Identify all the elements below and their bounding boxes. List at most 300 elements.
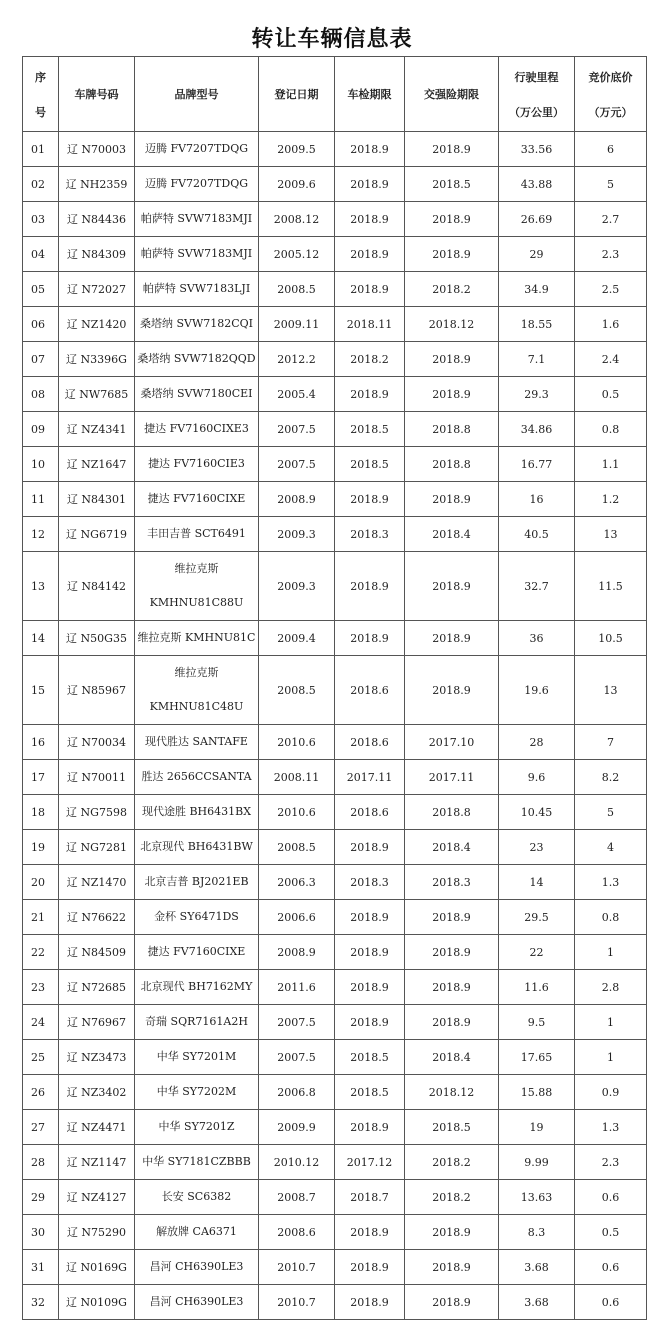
cell-model-line: 现代胜达 SANTAFE — [145, 735, 248, 748]
cell-seq: 29 — [23, 1180, 59, 1215]
table-row — [23, 517, 647, 552]
cell-mileage: 43.88 — [499, 167, 575, 202]
cell-seq: 06 — [23, 307, 59, 342]
cell-reg-date: 2008.5 — [259, 272, 335, 307]
cell-insurance: 2018.12 — [405, 1075, 499, 1110]
cell-price: 6 — [575, 132, 647, 167]
cell-mileage: 16 — [499, 482, 575, 517]
cell-seq: 02 — [23, 167, 59, 202]
cell-model — [135, 517, 259, 552]
cell-insurance: 2017.11 — [405, 760, 499, 795]
cell-model — [135, 202, 259, 237]
cell-insurance: 2017.10 — [405, 725, 499, 760]
cell-inspection: 2018.6 — [335, 725, 405, 760]
table-row — [23, 1145, 647, 1180]
cell-inspection: 2018.5 — [335, 1075, 405, 1110]
cell-seq: 13 — [23, 552, 59, 621]
cell-price: 0.6 — [575, 1250, 647, 1285]
cell-price: 2.5 — [575, 272, 647, 307]
cell-mileage: 19.6 — [499, 656, 575, 725]
cell-price: 0.8 — [575, 412, 647, 447]
page-title: 转让车辆信息表 — [251, 27, 413, 52]
table-row — [23, 760, 647, 795]
cell-mileage: 3.68 — [499, 1250, 575, 1285]
cell-insurance: 2018.4 — [405, 1040, 499, 1075]
cell-model-line: 丰田吉普 SCT6491 — [147, 527, 246, 540]
cell-insurance: 2018.9 — [405, 656, 499, 725]
cell-model-line: 捷达 FV7160CIXE3 — [144, 422, 249, 435]
cell-seq: 09 — [23, 412, 59, 447]
cell-price: 11.5 — [575, 552, 647, 621]
cell-reg-date: 2010.7 — [259, 1250, 335, 1285]
cell-seq: 05 — [23, 272, 59, 307]
cell-mileage: 34.9 — [499, 272, 575, 307]
cell-price: 5 — [575, 167, 647, 202]
cell-model-line: 长安 SC6382 — [161, 1190, 232, 1203]
cell-plate: 辽 NZ1147 — [59, 1145, 135, 1180]
header-model: 品牌型号 — [135, 57, 259, 132]
table-row — [23, 482, 647, 517]
cell-model — [135, 1075, 259, 1110]
cell-model-line: 桑塔纳 SVW7180CEI — [140, 387, 253, 400]
cell-insurance: 2018.9 — [405, 935, 499, 970]
cell-seq: 22 — [23, 935, 59, 970]
cell-seq: 18 — [23, 795, 59, 830]
cell-mileage: 11.6 — [499, 970, 575, 1005]
cell-reg-date: 2006.3 — [259, 865, 335, 900]
cell-model-line: KMHNU81C88U — [149, 596, 244, 609]
header-inspection: 车检期限 — [335, 57, 405, 132]
cell-reg-date: 2005.12 — [259, 237, 335, 272]
cell-model-line: KMHNU81C48U — [149, 700, 244, 713]
cell-insurance: 2018.8 — [405, 412, 499, 447]
cell-reg-date: 2010.6 — [259, 725, 335, 760]
cell-plate: 辽 N3396G — [59, 342, 135, 377]
header-mileage-line1: 行驶里程 — [514, 70, 559, 84]
cell-inspection: 2018.9 — [335, 621, 405, 656]
table-row — [23, 1075, 647, 1110]
cell-insurance: 2018.9 — [405, 621, 499, 656]
cell-reg-date: 2010.7 — [259, 1285, 335, 1320]
cell-plate: 辽 NZ4341 — [59, 412, 135, 447]
cell-model — [135, 865, 259, 900]
cell-mileage: 29.5 — [499, 900, 575, 935]
cell-inspection: 2018.9 — [335, 552, 405, 621]
cell-price: 0.6 — [575, 1285, 647, 1320]
cell-insurance: 2018.9 — [405, 342, 499, 377]
cell-model — [135, 132, 259, 167]
cell-price: 10.5 — [575, 621, 647, 656]
header-plate: 车牌号码 — [59, 57, 135, 132]
header-seq-line1: 序 — [35, 70, 46, 84]
cell-inspection: 2018.9 — [335, 482, 405, 517]
cell-price: 0.6 — [575, 1180, 647, 1215]
cell-mileage: 8.3 — [499, 1215, 575, 1250]
cell-insurance: 2018.2 — [405, 272, 499, 307]
header-price-line1: 竞价底价 — [588, 70, 633, 84]
cell-reg-date: 2008.11 — [259, 760, 335, 795]
cell-seq: 12 — [23, 517, 59, 552]
cell-inspection: 2017.11 — [335, 760, 405, 795]
cell-plate: 辽 N70034 — [59, 725, 135, 760]
cell-inspection: 2018.9 — [335, 237, 405, 272]
cell-price: 2.3 — [575, 1145, 647, 1180]
cell-model-line: 迈腾 FV7207TDQG — [144, 142, 249, 155]
cell-price: 8.2 — [575, 760, 647, 795]
cell-plate: 辽 NZ1647 — [59, 447, 135, 482]
cell-insurance: 2018.9 — [405, 970, 499, 1005]
cell-inspection: 2018.11 — [335, 307, 405, 342]
cell-price: 5 — [575, 795, 647, 830]
cell-reg-date: 2008.9 — [259, 935, 335, 970]
cell-seq: 25 — [23, 1040, 59, 1075]
cell-price: 1.2 — [575, 482, 647, 517]
cell-plate: 辽 N0109G — [59, 1285, 135, 1320]
cell-plate: 辽 NZ3402 — [59, 1075, 135, 1110]
cell-inspection: 2018.9 — [335, 935, 405, 970]
cell-plate: 辽 N0169G — [59, 1250, 135, 1285]
cell-seq: 24 — [23, 1005, 59, 1040]
cell-model — [135, 272, 259, 307]
cell-inspection: 2018.5 — [335, 447, 405, 482]
cell-price: 7 — [575, 725, 647, 760]
table-row — [23, 1005, 647, 1040]
cell-plate: 辽 NZ1420 — [59, 307, 135, 342]
cell-price: 1.3 — [575, 865, 647, 900]
cell-inspection: 2018.6 — [335, 656, 405, 725]
cell-insurance: 2018.8 — [405, 795, 499, 830]
cell-mileage: 3.68 — [499, 1285, 575, 1320]
cell-insurance: 2018.9 — [405, 1250, 499, 1285]
cell-inspection: 2018.9 — [335, 1110, 405, 1145]
cell-price: 1.6 — [575, 307, 647, 342]
cell-inspection: 2018.9 — [335, 132, 405, 167]
cell-reg-date: 2008.5 — [259, 830, 335, 865]
cell-seq: 21 — [23, 900, 59, 935]
cell-mileage: 18.55 — [499, 307, 575, 342]
cell-seq: 03 — [23, 202, 59, 237]
cell-seq: 17 — [23, 760, 59, 795]
cell-model — [135, 167, 259, 202]
cell-plate: 辽 N70011 — [59, 760, 135, 795]
cell-mileage: 14 — [499, 865, 575, 900]
table-row — [23, 900, 647, 935]
cell-plate: 辽 NZ3473 — [59, 1040, 135, 1075]
cell-inspection: 2018.3 — [335, 517, 405, 552]
cell-model-line: 迈腾 FV7207TDQG — [144, 177, 249, 190]
cell-insurance: 2018.9 — [405, 377, 499, 412]
cell-model — [135, 1005, 259, 1040]
cell-model — [135, 1110, 259, 1145]
cell-inspection: 2018.9 — [335, 1250, 405, 1285]
cell-inspection: 2018.9 — [335, 1005, 405, 1040]
vehicle-table — [22, 56, 647, 1320]
cell-reg-date: 2008.5 — [259, 656, 335, 725]
cell-mileage: 17.65 — [499, 1040, 575, 1075]
cell-model — [135, 552, 259, 621]
table-row — [23, 237, 647, 272]
cell-insurance: 2018.5 — [405, 1110, 499, 1145]
cell-insurance: 2018.9 — [405, 900, 499, 935]
cell-price: 1 — [575, 935, 647, 970]
cell-seq: 01 — [23, 132, 59, 167]
cell-price: 0.5 — [575, 1215, 647, 1250]
cell-mileage: 26.69 — [499, 202, 575, 237]
table-row — [23, 935, 647, 970]
cell-price: 2.8 — [575, 970, 647, 1005]
cell-model — [135, 900, 259, 935]
cell-reg-date: 2009.9 — [259, 1110, 335, 1145]
cell-seq: 16 — [23, 725, 59, 760]
cell-seq: 27 — [23, 1110, 59, 1145]
cell-insurance: 2018.4 — [405, 517, 499, 552]
cell-model-line: 解放牌 CA6371 — [156, 1225, 237, 1238]
cell-inspection: 2018.3 — [335, 865, 405, 900]
cell-plate: 辽 NG6719 — [59, 517, 135, 552]
cell-insurance: 2018.4 — [405, 830, 499, 865]
table-row — [23, 656, 647, 725]
table-row — [23, 1215, 647, 1250]
cell-mileage: 9.99 — [499, 1145, 575, 1180]
cell-insurance: 2018.3 — [405, 865, 499, 900]
table-row — [23, 342, 647, 377]
cell-seq: 23 — [23, 970, 59, 1005]
cell-model — [135, 830, 259, 865]
cell-insurance: 2018.9 — [405, 1285, 499, 1320]
cell-price: 1 — [575, 1040, 647, 1075]
cell-seq: 31 — [23, 1250, 59, 1285]
cell-plate: 辽 N70003 — [59, 132, 135, 167]
cell-plate: 辽 N72685 — [59, 970, 135, 1005]
cell-insurance: 2018.9 — [405, 237, 499, 272]
cell-reg-date: 2009.3 — [259, 552, 335, 621]
cell-model-line: 中华 SY7201M — [156, 1050, 237, 1063]
header-seq — [23, 57, 59, 132]
cell-model — [135, 377, 259, 412]
cell-reg-date: 2007.5 — [259, 412, 335, 447]
table-row — [23, 1250, 647, 1285]
table-row — [23, 1110, 647, 1145]
cell-price: 1.3 — [575, 1110, 647, 1145]
cell-plate: 辽 N84436 — [59, 202, 135, 237]
cell-model-line: 帕萨特 SVW7183LJI — [142, 282, 251, 295]
cell-model-line: 维拉克斯 — [174, 666, 219, 679]
cell-price: 13 — [575, 656, 647, 725]
cell-reg-date: 2009.4 — [259, 621, 335, 656]
cell-reg-date: 2007.5 — [259, 447, 335, 482]
cell-model — [135, 342, 259, 377]
cell-reg-date: 2008.12 — [259, 202, 335, 237]
cell-model — [135, 1285, 259, 1320]
cell-plate: 辽 NZ4471 — [59, 1110, 135, 1145]
cell-price: 2.4 — [575, 342, 647, 377]
cell-model — [135, 1180, 259, 1215]
cell-price: 0.5 — [575, 377, 647, 412]
cell-model — [135, 725, 259, 760]
cell-price: 13 — [575, 517, 647, 552]
cell-seq: 15 — [23, 656, 59, 725]
cell-seq: 19 — [23, 830, 59, 865]
cell-mileage: 13.63 — [499, 1180, 575, 1215]
cell-model — [135, 1215, 259, 1250]
cell-insurance: 2018.5 — [405, 167, 499, 202]
cell-seq: 11 — [23, 482, 59, 517]
cell-model — [135, 237, 259, 272]
cell-inspection: 2018.9 — [335, 377, 405, 412]
cell-model — [135, 760, 259, 795]
cell-mileage: 29 — [499, 237, 575, 272]
table-row — [23, 272, 647, 307]
cell-seq: 04 — [23, 237, 59, 272]
cell-mileage: 19 — [499, 1110, 575, 1145]
header-mileage-line2: （万公里） — [509, 105, 564, 119]
table-row — [23, 795, 647, 830]
cell-plate: 辽 NG7281 — [59, 830, 135, 865]
cell-model — [135, 970, 259, 1005]
cell-insurance: 2018.8 — [405, 447, 499, 482]
cell-reg-date: 2010.6 — [259, 795, 335, 830]
cell-model-line: 北京吉普 BJ2021EB — [144, 875, 249, 888]
cell-inspection: 2018.9 — [335, 970, 405, 1005]
cell-insurance: 2018.9 — [405, 1005, 499, 1040]
cell-mileage: 32.7 — [499, 552, 575, 621]
cell-seq: 30 — [23, 1215, 59, 1250]
cell-reg-date: 2007.5 — [259, 1005, 335, 1040]
cell-plate: 辽 N76622 — [59, 900, 135, 935]
cell-model-line: 奇瑞 SQR7161A2H — [145, 1015, 248, 1028]
cell-mileage: 7.1 — [499, 342, 575, 377]
table-row — [23, 412, 647, 447]
cell-plate: 辽 N50G35 — [59, 621, 135, 656]
cell-seq: 07 — [23, 342, 59, 377]
cell-model-line: 北京现代 BH6431BW — [140, 840, 253, 853]
cell-model-line: 帕萨特 SVW7183MJI — [140, 247, 253, 260]
cell-model-line: 维拉克斯 KMHNU81C — [137, 631, 256, 644]
cell-plate: 辽 NZ1470 — [59, 865, 135, 900]
cell-plate: 辽 NG7598 — [59, 795, 135, 830]
cell-price: 4 — [575, 830, 647, 865]
cell-plate: 辽 N84309 — [59, 237, 135, 272]
cell-mileage: 40.5 — [499, 517, 575, 552]
cell-seq: 14 — [23, 621, 59, 656]
cell-model — [135, 482, 259, 517]
cell-inspection: 2018.5 — [335, 1040, 405, 1075]
cell-mileage: 34.86 — [499, 412, 575, 447]
cell-seq: 08 — [23, 377, 59, 412]
cell-reg-date: 2007.5 — [259, 1040, 335, 1075]
cell-mileage: 9.5 — [499, 1005, 575, 1040]
cell-reg-date: 2012.2 — [259, 342, 335, 377]
cell-model — [135, 1250, 259, 1285]
cell-reg-date: 2011.6 — [259, 970, 335, 1005]
cell-seq: 10 — [23, 447, 59, 482]
header-seq-line2: 号 — [35, 105, 46, 119]
cell-model — [135, 1040, 259, 1075]
cell-plate: 辽 N72027 — [59, 272, 135, 307]
cell-reg-date: 2009.11 — [259, 307, 335, 342]
table-row — [23, 1285, 647, 1320]
table-row — [23, 377, 647, 412]
cell-model-line: 现代途胜 BH6431BX — [141, 805, 252, 818]
cell-model — [135, 795, 259, 830]
cell-model-line: 中华 SY7202M — [156, 1085, 237, 1098]
cell-model — [135, 447, 259, 482]
cell-model-line: 捷达 FV7160CIXE — [147, 945, 246, 958]
table-row — [23, 725, 647, 760]
cell-reg-date: 2009.6 — [259, 167, 335, 202]
table-row — [23, 132, 647, 167]
cell-model-line: 中华 SY7181CZBBB — [142, 1155, 251, 1168]
cell-inspection: 2018.9 — [335, 1215, 405, 1250]
cell-seq: 20 — [23, 865, 59, 900]
cell-inspection: 2018.9 — [335, 1285, 405, 1320]
table-row — [23, 552, 647, 621]
cell-model-line: 中华 SY7201Z — [158, 1120, 235, 1133]
table-row — [23, 202, 647, 237]
cell-inspection: 2018.9 — [335, 202, 405, 237]
cell-price: 1.1 — [575, 447, 647, 482]
header-reg-date: 登记日期 — [259, 57, 335, 132]
cell-insurance: 2018.2 — [405, 1145, 499, 1180]
cell-model-line: 帕萨特 SVW7183MJI — [140, 212, 253, 225]
cell-model-line: 桑塔纳 SVW7182CQI — [139, 317, 254, 330]
cell-model-line: 维拉克斯 — [174, 562, 219, 575]
cell-insurance: 2018.9 — [405, 482, 499, 517]
table-row — [23, 447, 647, 482]
cell-price: 2.3 — [575, 237, 647, 272]
cell-reg-date: 2006.8 — [259, 1075, 335, 1110]
cell-inspection: 2018.9 — [335, 167, 405, 202]
cell-mileage: 23 — [499, 830, 575, 865]
table-row — [23, 865, 647, 900]
header-price — [575, 57, 647, 132]
cell-plate: 辽 N76967 — [59, 1005, 135, 1040]
table-row — [23, 1180, 647, 1215]
cell-plate: 辽 NZ4127 — [59, 1180, 135, 1215]
cell-mileage: 22 — [499, 935, 575, 970]
cell-inspection: 2018.6 — [335, 795, 405, 830]
cell-reg-date: 2008.7 — [259, 1180, 335, 1215]
cell-mileage: 28 — [499, 725, 575, 760]
cell-mileage: 16.77 — [499, 447, 575, 482]
cell-plate: 辽 NW7685 — [59, 377, 135, 412]
cell-model-line: 北京现代 BH7162MY — [140, 980, 253, 993]
cell-inspection: 2017.12 — [335, 1145, 405, 1180]
cell-model — [135, 307, 259, 342]
cell-model-line: 昌河 CH6390LE3 — [149, 1260, 244, 1273]
cell-model — [135, 656, 259, 725]
cell-insurance: 2018.9 — [405, 132, 499, 167]
cell-model-line: 桑塔纳 SVW7182QQD — [137, 352, 256, 365]
cell-reg-date: 2010.12 — [259, 1145, 335, 1180]
table-row — [23, 970, 647, 1005]
cell-model-line: 金杯 SY6471DS — [154, 910, 239, 923]
cell-inspection: 2018.5 — [335, 412, 405, 447]
header-mileage — [499, 57, 575, 132]
cell-mileage: 15.88 — [499, 1075, 575, 1110]
cell-mileage: 10.45 — [499, 795, 575, 830]
cell-mileage: 29.3 — [499, 377, 575, 412]
cell-plate: 辽 N84509 — [59, 935, 135, 970]
cell-model-line: 捷达 FV7160CIE3 — [148, 457, 245, 470]
cell-model — [135, 1145, 259, 1180]
cell-inspection: 2018.7 — [335, 1180, 405, 1215]
table-row — [23, 621, 647, 656]
header-price-line2: （万元） — [588, 105, 633, 119]
cell-model-line: 昌河 CH6390LE3 — [149, 1295, 244, 1308]
table-row — [23, 307, 647, 342]
table-row — [23, 167, 647, 202]
